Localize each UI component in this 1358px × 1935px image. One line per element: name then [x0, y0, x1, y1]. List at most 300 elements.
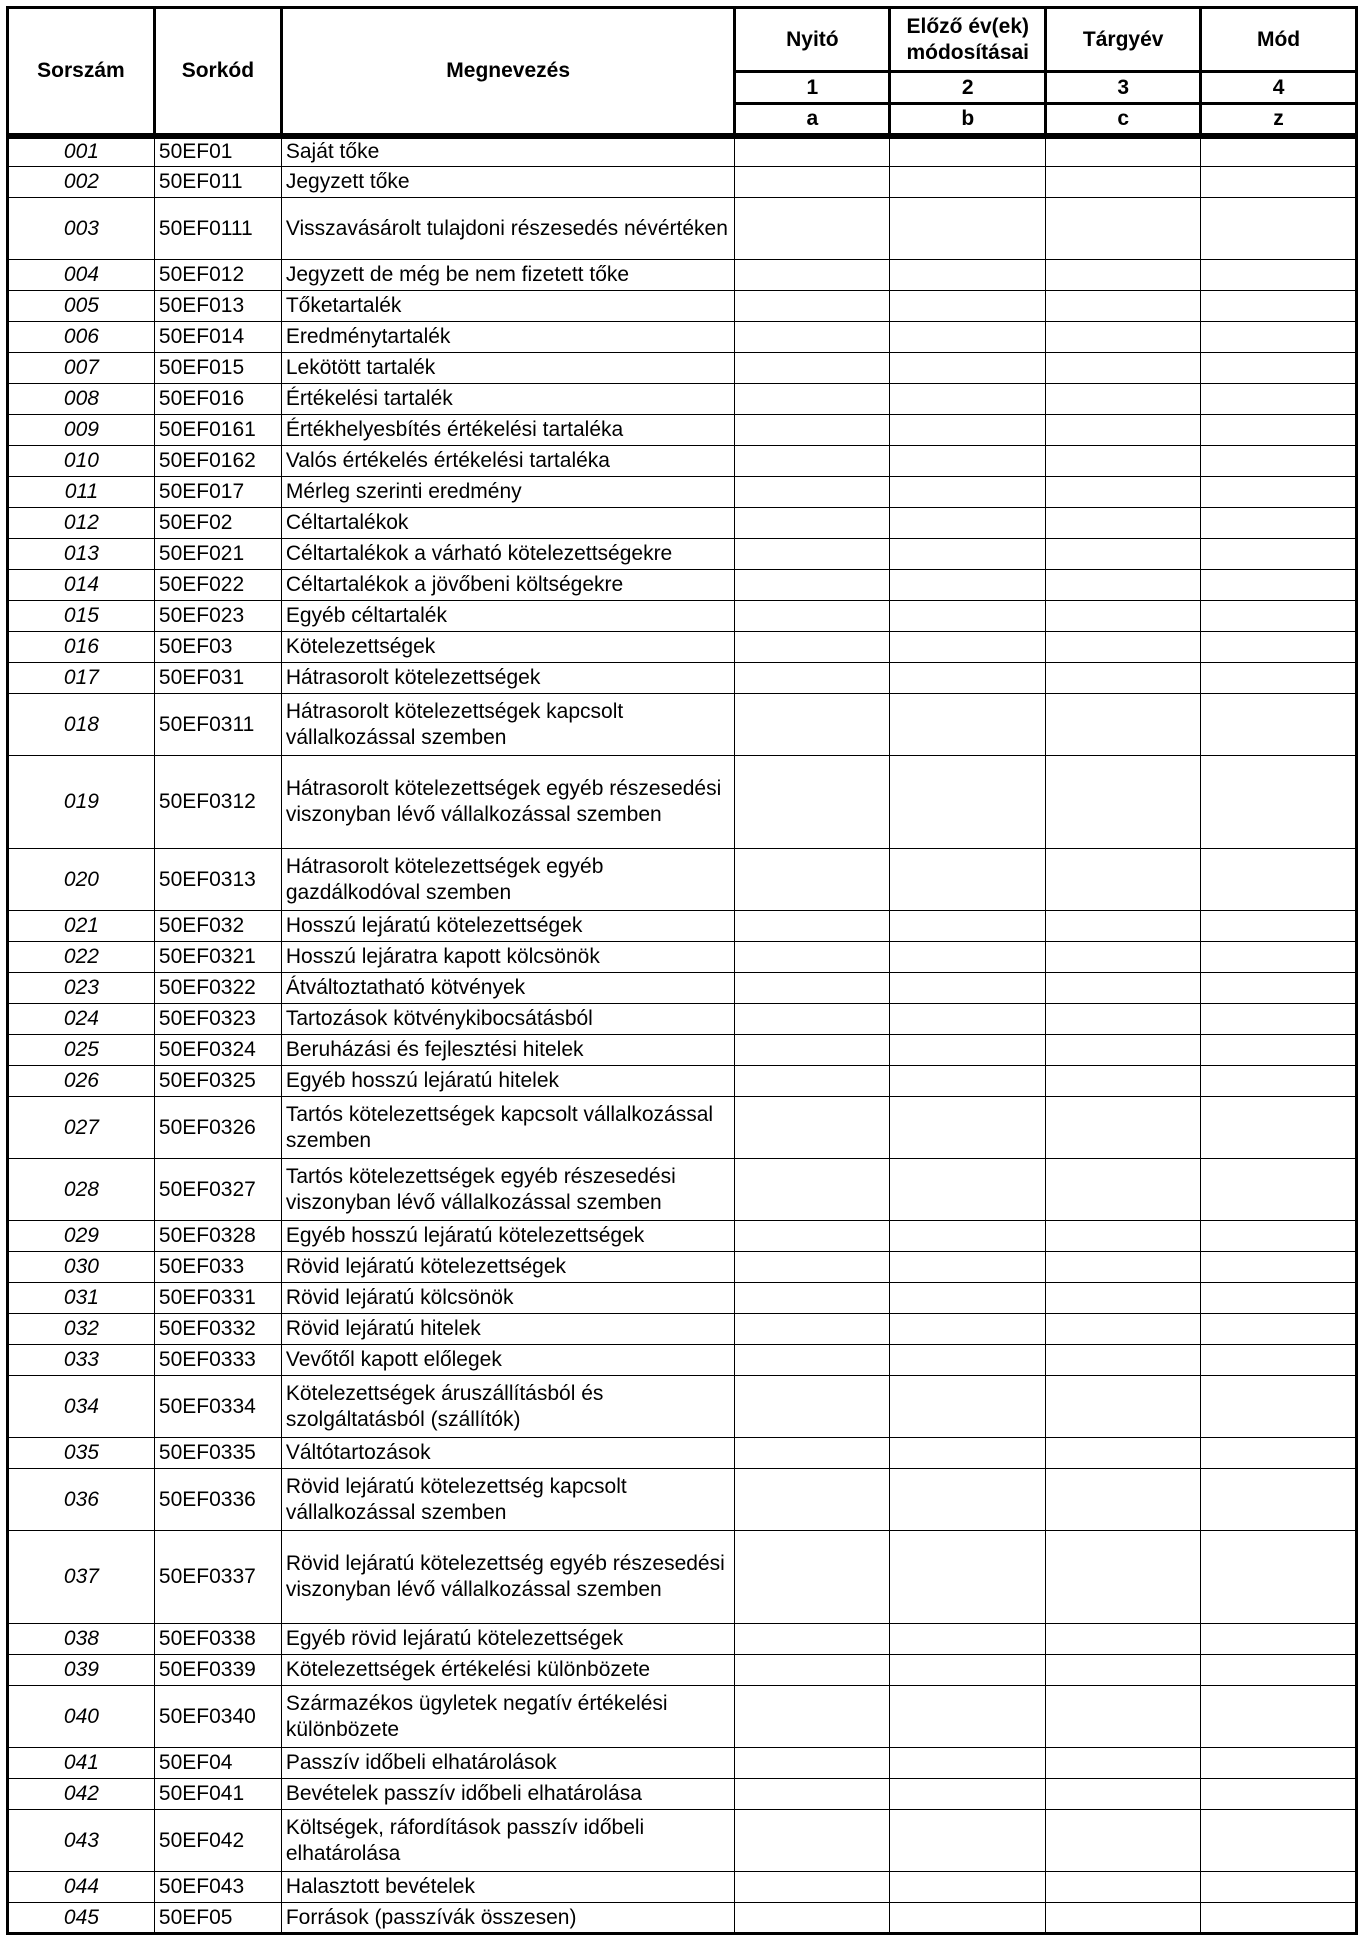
cell-elozo-ev[interactable] [890, 415, 1046, 446]
row-code: 50EF013 [154, 291, 281, 322]
row-code: 50EF033 [154, 1252, 281, 1283]
row-code: 50EF0328 [154, 1221, 281, 1252]
table-row [8, 322, 1357, 353]
cell-elozo-ev[interactable] [890, 1066, 1046, 1097]
row-number: 004 [8, 260, 155, 291]
cell-targyev[interactable] [1046, 1531, 1201, 1624]
cell-elozo-ev[interactable] [890, 1345, 1046, 1376]
cell-nyito[interactable] [735, 446, 890, 477]
row-name: Tartós kötelezettségek egyéb részesedési viszonyban lévő vállalkozással szemben [281, 1159, 735, 1221]
row-name: Költségek, ráfordítások passzív időbeli elhatárolása [281, 1810, 735, 1872]
row-code: 50EF0111 [154, 198, 281, 260]
cell-nyito[interactable] [735, 1066, 890, 1097]
cell-nyito[interactable] [735, 663, 890, 694]
row-code: 50EF0161 [154, 415, 281, 446]
cell-elozo-ev[interactable] [890, 1097, 1046, 1159]
cell-elozo-ev[interactable] [890, 477, 1046, 508]
row-code: 50EF015 [154, 353, 281, 384]
cell-targyev[interactable] [1046, 1035, 1201, 1066]
row-number: 043 [8, 1810, 155, 1872]
cell-elozo-ev[interactable] [890, 1779, 1046, 1810]
cell-mod[interactable] [1201, 1438, 1357, 1469]
cell-mod[interactable] [1201, 384, 1357, 415]
row-number: 033 [8, 1345, 155, 1376]
row-name: Hosszú lejáratú kötelezettségek [281, 911, 735, 942]
cell-elozo-ev[interactable] [890, 136, 1046, 167]
cell-elozo-ev[interactable] [890, 1314, 1046, 1345]
cell-targyev[interactable] [1046, 291, 1201, 322]
table-row [8, 1810, 1357, 1872]
row-code: 50EF0323 [154, 1004, 281, 1035]
row-code: 50EF0332 [154, 1314, 281, 1345]
cell-elozo-ev[interactable] [890, 1624, 1046, 1655]
row-number: 002 [8, 167, 155, 198]
cell-targyev[interactable] [1046, 446, 1201, 477]
table-row [8, 942, 1357, 973]
row-number: 019 [8, 756, 155, 849]
cell-elozo-ev[interactable] [890, 601, 1046, 632]
table-body [8, 136, 1357, 1934]
cell-targyev[interactable] [1046, 1655, 1201, 1686]
cell-elozo-ev[interactable] [890, 1903, 1046, 1934]
table-row [8, 663, 1357, 694]
cell-targyev[interactable] [1046, 570, 1201, 601]
cell-targyev[interactable] [1046, 1283, 1201, 1314]
cell-nyito[interactable] [735, 1469, 890, 1531]
cell-elozo-ev[interactable] [890, 756, 1046, 849]
cell-nyito[interactable] [735, 570, 890, 601]
table-header [8, 8, 1357, 136]
cell-targyev[interactable] [1046, 1066, 1201, 1097]
cell-mod[interactable] [1201, 849, 1357, 911]
cell-elozo-ev[interactable] [890, 942, 1046, 973]
cell-elozo-ev[interactable] [890, 167, 1046, 198]
cell-targyev[interactable] [1046, 384, 1201, 415]
cell-mod[interactable] [1201, 911, 1357, 942]
cell-targyev[interactable] [1046, 353, 1201, 384]
cell-targyev[interactable] [1046, 1004, 1201, 1035]
cell-elozo-ev[interactable] [890, 1810, 1046, 1872]
cell-elozo-ev[interactable] [890, 1872, 1046, 1903]
cell-mod[interactable] [1201, 1872, 1357, 1903]
row-name: Rövid lejáratú kötelezettség egyéb részesedési viszonyban lévő vállalkozással szemben [281, 1531, 735, 1624]
row-number: 030 [8, 1252, 155, 1283]
cell-mod[interactable] [1201, 570, 1357, 601]
cell-nyito[interactable] [735, 1748, 890, 1779]
cell-nyito[interactable] [735, 1872, 890, 1903]
cell-elozo-ev[interactable] [890, 1004, 1046, 1035]
cell-nyito[interactable] [735, 1345, 890, 1376]
cell-mod[interactable] [1201, 136, 1357, 167]
cell-nyito[interactable] [735, 1004, 890, 1035]
table-row [8, 694, 1357, 756]
cell-elozo-ev[interactable] [890, 973, 1046, 1004]
cell-nyito[interactable] [735, 694, 890, 756]
cell-nyito[interactable] [735, 1314, 890, 1345]
row-number: 029 [8, 1221, 155, 1252]
cell-mod[interactable] [1201, 1531, 1357, 1624]
cell-targyev[interactable] [1046, 694, 1201, 756]
cell-elozo-ev[interactable] [890, 849, 1046, 911]
cell-elozo-ev[interactable] [890, 291, 1046, 322]
cell-targyev[interactable] [1046, 167, 1201, 198]
row-name: Egyéb céltartalék [281, 601, 735, 632]
cell-targyev[interactable] [1046, 1810, 1201, 1872]
row-number: 031 [8, 1283, 155, 1314]
cell-nyito[interactable] [735, 1655, 890, 1686]
table-row [8, 384, 1357, 415]
header-col3-number: 3 [1046, 72, 1201, 104]
cell-mod[interactable] [1201, 694, 1357, 756]
cell-nyito[interactable] [735, 1283, 890, 1314]
table-row [8, 756, 1357, 849]
cell-elozo-ev[interactable] [890, 508, 1046, 539]
cell-mod[interactable] [1201, 1252, 1357, 1283]
row-code: 50EF0325 [154, 1066, 281, 1097]
cell-elozo-ev[interactable] [890, 911, 1046, 942]
row-code: 50EF0335 [154, 1438, 281, 1469]
cell-targyev[interactable] [1046, 1221, 1201, 1252]
cell-elozo-ev[interactable] [890, 322, 1046, 353]
cell-elozo-ev[interactable] [890, 1035, 1046, 1066]
cell-targyev[interactable] [1046, 508, 1201, 539]
cell-mod[interactable] [1201, 756, 1357, 849]
cell-mod[interactable] [1201, 353, 1357, 384]
table-row [8, 198, 1357, 260]
cell-targyev[interactable] [1046, 477, 1201, 508]
cell-elozo-ev[interactable] [890, 446, 1046, 477]
row-number: 017 [8, 663, 155, 694]
row-number: 045 [8, 1903, 155, 1934]
row-name: Bevételek passzív időbeli elhatárolása [281, 1779, 735, 1810]
row-name: Rövid lejáratú kötelezettség kapcsolt vállalkozással szemben [281, 1469, 735, 1531]
cell-targyev[interactable] [1046, 198, 1201, 260]
cell-nyito[interactable] [735, 136, 890, 167]
row-name: Egyéb hosszú lejáratú hitelek [281, 1066, 735, 1097]
row-code: 50EF0331 [154, 1283, 281, 1314]
row-code: 50EF021 [154, 539, 281, 570]
cell-nyito[interactable] [735, 260, 890, 291]
row-number: 028 [8, 1159, 155, 1221]
cell-mod[interactable] [1201, 1004, 1357, 1035]
table-row [8, 1903, 1357, 1934]
cell-nyito[interactable] [735, 1903, 890, 1934]
cell-targyev[interactable] [1046, 260, 1201, 291]
row-name: Hosszú lejáratra kapott kölcsönök [281, 942, 735, 973]
cell-targyev[interactable] [1046, 1345, 1201, 1376]
cell-nyito[interactable] [735, 1252, 890, 1283]
row-name: Tőketartalék [281, 291, 735, 322]
cell-nyito[interactable] [735, 198, 890, 260]
cell-nyito[interactable] [735, 601, 890, 632]
row-code: 50EF012 [154, 260, 281, 291]
table-row [8, 849, 1357, 911]
cell-mod[interactable] [1201, 601, 1357, 632]
row-code: 50EF022 [154, 570, 281, 601]
cell-targyev[interactable] [1046, 1748, 1201, 1779]
cell-elozo-ev[interactable] [890, 570, 1046, 601]
row-code: 50EF031 [154, 663, 281, 694]
cell-elozo-ev[interactable] [890, 1531, 1046, 1624]
row-code: 50EF042 [154, 1810, 281, 1872]
row-code: 50EF011 [154, 167, 281, 198]
row-code: 50EF0311 [154, 694, 281, 756]
table-row [8, 1004, 1357, 1035]
cell-targyev[interactable] [1046, 1097, 1201, 1159]
cell-mod[interactable] [1201, 1097, 1357, 1159]
cell-targyev[interactable] [1046, 849, 1201, 911]
cell-mod[interactable] [1201, 663, 1357, 694]
row-name: Kötelezettségek értékelési különbözete [281, 1655, 735, 1686]
row-name: Egyéb rövid lejáratú kötelezettségek [281, 1624, 735, 1655]
table-row [8, 477, 1357, 508]
row-code: 50EF0324 [154, 1035, 281, 1066]
table-row [8, 1872, 1357, 1903]
row-number: 008 [8, 384, 155, 415]
cell-nyito[interactable] [735, 384, 890, 415]
row-number: 006 [8, 322, 155, 353]
cell-nyito[interactable] [735, 508, 890, 539]
cell-nyito[interactable] [735, 1159, 890, 1221]
cell-nyito[interactable] [735, 291, 890, 322]
cell-mod[interactable] [1201, 446, 1357, 477]
cell-nyito[interactable] [735, 632, 890, 663]
row-name: Visszavásárolt tulajdoni részesedés névértéken [281, 198, 735, 260]
row-code: 50EF0334 [154, 1376, 281, 1438]
row-name: Passzív időbeli elhatárolások [281, 1748, 735, 1779]
cell-mod[interactable] [1201, 1903, 1357, 1934]
cell-targyev[interactable] [1046, 1779, 1201, 1810]
cell-mod[interactable] [1201, 1624, 1357, 1655]
cell-mod[interactable] [1201, 1779, 1357, 1810]
cell-elozo-ev[interactable] [890, 694, 1046, 756]
table-row [8, 1035, 1357, 1066]
row-number: 009 [8, 415, 155, 446]
cell-targyev[interactable] [1046, 942, 1201, 973]
cell-mod[interactable] [1201, 1376, 1357, 1438]
row-name: Tartós kötelezettségek kapcsolt vállalkozással szemben [281, 1097, 735, 1159]
row-number: 020 [8, 849, 155, 911]
cell-elozo-ev[interactable] [890, 1748, 1046, 1779]
cell-elozo-ev[interactable] [890, 1283, 1046, 1314]
cell-elozo-ev[interactable] [890, 1655, 1046, 1686]
cell-mod[interactable] [1201, 167, 1357, 198]
cell-elozo-ev[interactable] [890, 1221, 1046, 1252]
table-row [8, 1221, 1357, 1252]
table-row [8, 167, 1357, 198]
cell-mod[interactable] [1201, 1686, 1357, 1748]
cell-targyev[interactable] [1046, 415, 1201, 446]
header-col1-title: Nyitó [735, 8, 890, 72]
cell-targyev[interactable] [1046, 601, 1201, 632]
row-number: 040 [8, 1686, 155, 1748]
cell-nyito[interactable] [735, 1097, 890, 1159]
row-name: Átváltoztatható kötvények [281, 973, 735, 1004]
row-code: 50EF0322 [154, 973, 281, 1004]
row-name: Kötelezettségek áruszállításból és szolgáltatásból (szállítók) [281, 1376, 735, 1438]
cell-elozo-ev[interactable] [890, 353, 1046, 384]
cell-elozo-ev[interactable] [890, 1159, 1046, 1221]
row-name: Céltartalékok a várható kötelezettségekre [281, 539, 735, 570]
row-number: 012 [8, 508, 155, 539]
table-row [8, 1469, 1357, 1531]
row-code: 50EF03 [154, 632, 281, 663]
cell-targyev[interactable] [1046, 632, 1201, 663]
cell-nyito[interactable] [735, 1376, 890, 1438]
table-row [8, 1345, 1357, 1376]
cell-targyev[interactable] [1046, 1624, 1201, 1655]
cell-mod[interactable] [1201, 508, 1357, 539]
table-row [8, 1531, 1357, 1624]
row-number: 005 [8, 291, 155, 322]
cell-mod[interactable] [1201, 942, 1357, 973]
cell-elozo-ev[interactable] [890, 1686, 1046, 1748]
cell-nyito[interactable] [735, 1438, 890, 1469]
table-row [8, 1097, 1357, 1159]
cell-mod[interactable] [1201, 260, 1357, 291]
cell-mod[interactable] [1201, 415, 1357, 446]
cell-mod[interactable] [1201, 539, 1357, 570]
row-code: 50EF023 [154, 601, 281, 632]
row-name: Rövid lejáratú kölcsönök [281, 1283, 735, 1314]
cell-mod[interactable] [1201, 1810, 1357, 1872]
row-name: Saját tőke [281, 136, 735, 167]
row-code: 50EF0313 [154, 849, 281, 911]
cell-targyev[interactable] [1046, 1252, 1201, 1283]
cell-mod[interactable] [1201, 1221, 1357, 1252]
row-name: Mérleg szerinti eredmény [281, 477, 735, 508]
row-name: Tartozások kötvénykibocsátásból [281, 1004, 735, 1035]
cell-nyito[interactable] [735, 322, 890, 353]
cell-mod[interactable] [1201, 1283, 1357, 1314]
cell-mod[interactable] [1201, 1314, 1357, 1345]
cell-mod[interactable] [1201, 1159, 1357, 1221]
cell-mod[interactable] [1201, 1035, 1357, 1066]
cell-targyev[interactable] [1046, 756, 1201, 849]
row-number: 027 [8, 1097, 155, 1159]
row-number: 037 [8, 1531, 155, 1624]
cell-elozo-ev[interactable] [890, 539, 1046, 570]
cell-targyev[interactable] [1046, 136, 1201, 167]
table-row [8, 136, 1357, 167]
table-row [8, 1686, 1357, 1748]
cell-mod[interactable] [1201, 1655, 1357, 1686]
row-number: 039 [8, 1655, 155, 1686]
row-code: 50EF04 [154, 1748, 281, 1779]
cell-elozo-ev[interactable] [890, 663, 1046, 694]
row-number: 044 [8, 1872, 155, 1903]
cell-mod[interactable] [1201, 1066, 1357, 1097]
cell-nyito[interactable] [735, 1221, 890, 1252]
cell-nyito[interactable] [735, 477, 890, 508]
table-row [8, 601, 1357, 632]
cell-nyito[interactable] [735, 353, 890, 384]
row-name: Céltartalékok [281, 508, 735, 539]
table-row [8, 539, 1357, 570]
row-number: 041 [8, 1748, 155, 1779]
cell-nyito[interactable] [735, 415, 890, 446]
cell-nyito[interactable] [735, 1531, 890, 1624]
cell-elozo-ev[interactable] [890, 1438, 1046, 1469]
row-number: 013 [8, 539, 155, 570]
cell-mod[interactable] [1201, 291, 1357, 322]
cell-nyito[interactable] [735, 1624, 890, 1655]
cell-nyito[interactable] [735, 1686, 890, 1748]
cell-targyev[interactable] [1046, 1314, 1201, 1345]
cell-targyev[interactable] [1046, 663, 1201, 694]
cell-nyito[interactable] [735, 1779, 890, 1810]
cell-elozo-ev[interactable] [890, 1469, 1046, 1531]
cell-mod[interactable] [1201, 632, 1357, 663]
cell-nyito[interactable] [735, 1810, 890, 1872]
row-number: 001 [8, 136, 155, 167]
header-sorszam: Sorszám [8, 8, 155, 136]
cell-nyito[interactable] [735, 539, 890, 570]
cell-targyev[interactable] [1046, 539, 1201, 570]
cell-targyev[interactable] [1046, 1469, 1201, 1531]
row-name: Hátrasorolt kötelezettségek kapcsolt vállalkozással szemben [281, 694, 735, 756]
cell-nyito[interactable] [735, 1035, 890, 1066]
table-row [8, 508, 1357, 539]
cell-mod[interactable] [1201, 1469, 1357, 1531]
row-name: Értékhelyesbítés értékelési tartaléka [281, 415, 735, 446]
cell-mod[interactable] [1201, 1345, 1357, 1376]
cell-mod[interactable] [1201, 973, 1357, 1004]
cell-nyito[interactable] [735, 911, 890, 942]
cell-mod[interactable] [1201, 322, 1357, 353]
row-number: 021 [8, 911, 155, 942]
cell-targyev[interactable] [1046, 1686, 1201, 1748]
table-row [8, 1376, 1357, 1438]
cell-targyev[interactable] [1046, 1159, 1201, 1221]
cell-mod[interactable] [1201, 1748, 1357, 1779]
row-number: 026 [8, 1066, 155, 1097]
cell-nyito[interactable] [735, 942, 890, 973]
cell-targyev[interactable] [1046, 1376, 1201, 1438]
cell-elozo-ev[interactable] [890, 198, 1046, 260]
cell-elozo-ev[interactable] [890, 1376, 1046, 1438]
cell-nyito[interactable] [735, 849, 890, 911]
cell-targyev[interactable] [1046, 1903, 1201, 1934]
cell-targyev[interactable] [1046, 322, 1201, 353]
cell-nyito[interactable] [735, 756, 890, 849]
header-sorkod: Sorkód [154, 8, 281, 136]
row-code: 50EF01 [154, 136, 281, 167]
cell-targyev[interactable] [1046, 911, 1201, 942]
row-number: 018 [8, 694, 155, 756]
cell-mod[interactable] [1201, 477, 1357, 508]
cell-elozo-ev[interactable] [890, 632, 1046, 663]
cell-mod[interactable] [1201, 198, 1357, 260]
header-col4-letter: z [1201, 104, 1357, 136]
table-row [8, 1283, 1357, 1314]
cell-nyito[interactable] [735, 973, 890, 1004]
cell-targyev[interactable] [1046, 973, 1201, 1004]
cell-elozo-ev[interactable] [890, 260, 1046, 291]
cell-elozo-ev[interactable] [890, 384, 1046, 415]
row-number: 007 [8, 353, 155, 384]
header-col2-number: 2 [890, 72, 1046, 104]
cell-targyev[interactable] [1046, 1872, 1201, 1903]
cell-nyito[interactable] [735, 167, 890, 198]
row-code: 50EF0336 [154, 1469, 281, 1531]
row-number: 035 [8, 1438, 155, 1469]
row-name: Jegyzett tőke [281, 167, 735, 198]
row-name: Hátrasorolt kötelezettségek egyéb részesedési viszonyban lévő vállalkozással szemben [281, 756, 735, 849]
cell-elozo-ev[interactable] [890, 1252, 1046, 1283]
cell-targyev[interactable] [1046, 1438, 1201, 1469]
header-col3-letter: c [1046, 104, 1201, 136]
